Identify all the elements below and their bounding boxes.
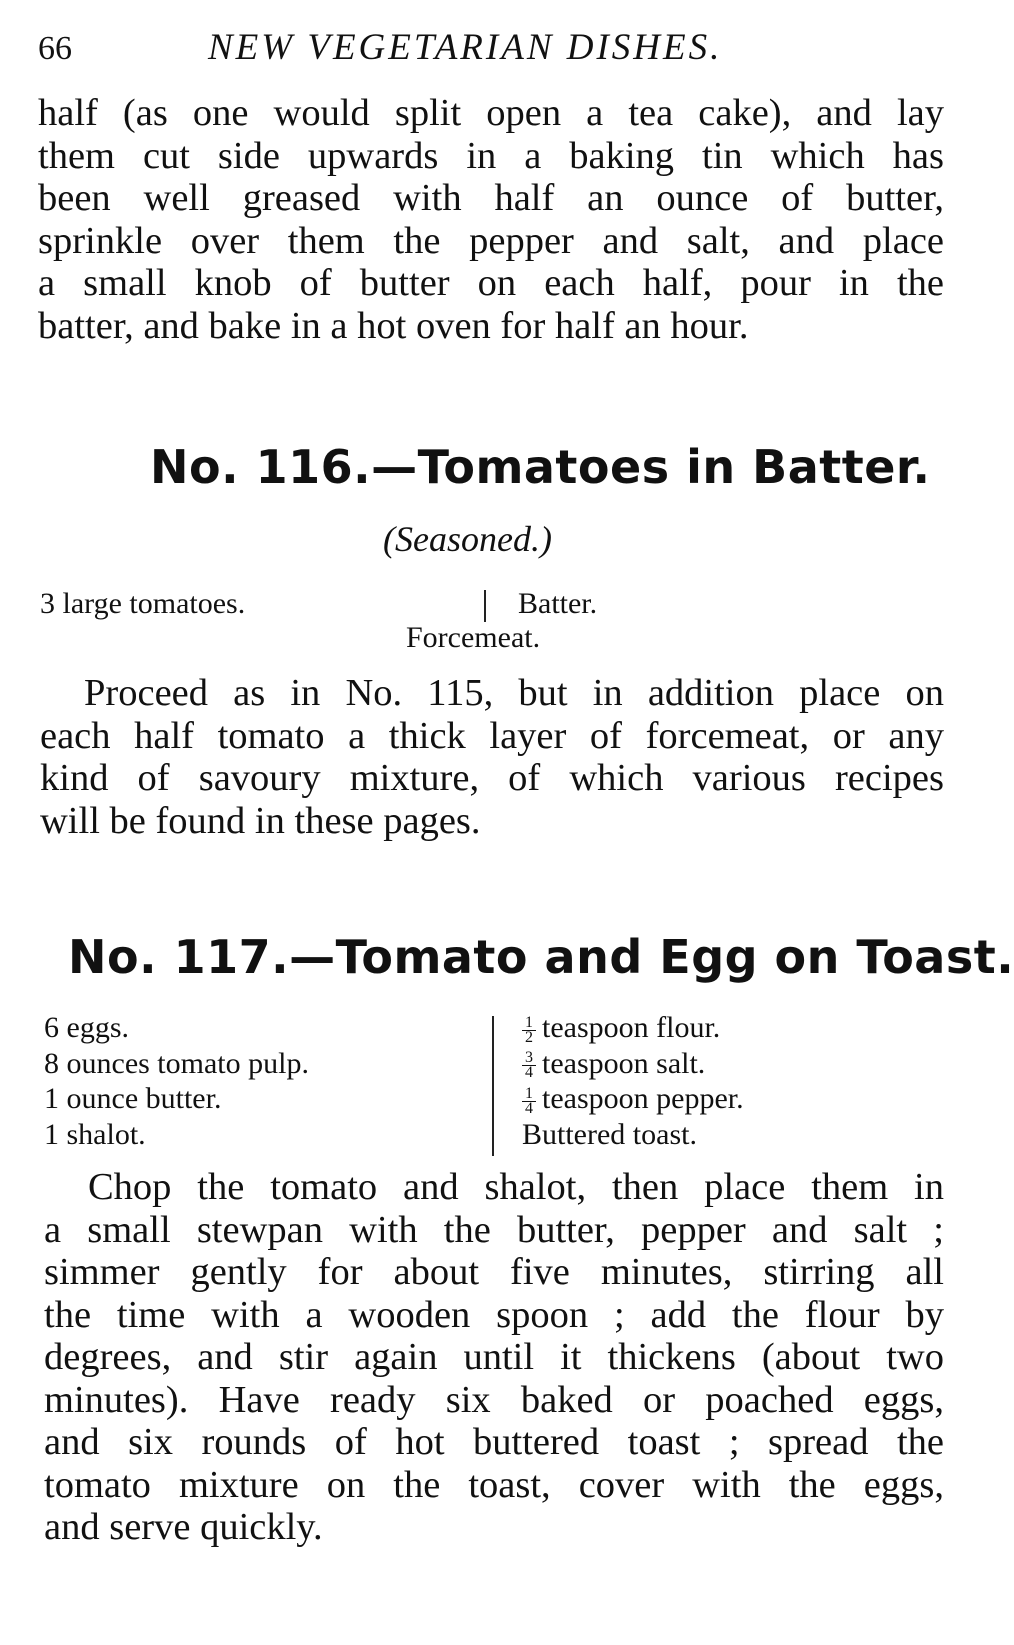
paragraph-line: Chop the tomato and shalot, then place them in	[88, 1166, 944, 1208]
recipe-117-title: No. 117.—Tomato and Egg on Toast.	[68, 930, 1014, 984]
ingredient-item: Buttered toast.	[522, 1117, 697, 1151]
ingredient-text: teaspoon flour.	[542, 1011, 721, 1044]
ingredient-item: 8 ounces tomato pulp.	[44, 1046, 309, 1080]
paragraph-line: a small stewpan with the butter, pepper and salt ;	[44, 1208, 944, 1251]
paragraph-line: kind of savoury mixture, of which various recipes	[40, 757, 944, 799]
ingredients-right-column	[518, 586, 597, 622]
ingredient-item: Forcemeat.	[406, 621, 541, 654]
continuation-paragraph	[38, 92, 944, 347]
paragraph-line: half (as one would split open a tea cake), and lay	[38, 92, 944, 134]
ingredients-left-column	[44, 1010, 309, 1152]
fraction: $\frac{1}{2}$	[522, 1016, 536, 1045]
paragraph-line: been well greased with half an ounce of butter,	[38, 177, 944, 219]
paragraph-line: and serve quickly.	[44, 1506, 323, 1548]
fraction: $\frac{3}{4}$	[522, 1051, 536, 1080]
recipe-116-method	[40, 672, 944, 842]
paragraph-line: minutes). Have ready six baked or poached eggs,	[44, 1378, 944, 1421]
running-head	[38, 22, 978, 72]
column-divider	[484, 590, 486, 622]
recipe-117-ingredients	[44, 1010, 944, 1160]
paragraph-line: simmer gently for about five minutes, stirring all	[44, 1251, 944, 1293]
paragraph-line: Proceed as in No. 115, but in addition place on	[84, 672, 944, 714]
recipe-116-ingredients	[40, 586, 940, 666]
ingredient-item	[522, 1010, 744, 1046]
paragraph-line: each half tomato a thick layer of forcemeat, or any	[40, 714, 944, 757]
paragraph-line: will be found in these pages.	[40, 799, 481, 842]
paragraph-line: a small knob of butter on each half, pour in the	[38, 262, 944, 304]
ingredient-text: teaspoon pepper.	[542, 1082, 744, 1115]
ingredient-item	[522, 1046, 744, 1082]
paragraph-line: them cut side upwards in a baking tin which has	[38, 134, 944, 177]
recipe-117-method	[44, 1166, 944, 1549]
ingredient-item: 1 shalot.	[44, 1117, 146, 1151]
fraction: $\frac{1}{4}$	[522, 1087, 536, 1116]
paragraph-line: and six rounds of hot buttered toast ; spread the	[44, 1421, 944, 1463]
paragraph-line: tomato mixture on the toast, cover with the eggs,	[44, 1463, 944, 1506]
ingredient-item: 6 eggs.	[44, 1011, 129, 1044]
recipe-116-title: No. 116.—Tomatoes in Batter.	[150, 440, 931, 494]
paragraph-line: degrees, and stir again until it thickens (about two	[44, 1336, 944, 1378]
column-divider	[492, 1016, 494, 1156]
page-number: 66	[38, 30, 72, 67]
paragraph-line: the time with a wooden spoon ; add the flour by	[44, 1293, 944, 1336]
paragraph-line: batter, and bake in a hot oven for half an hour.	[38, 304, 749, 347]
ingredients-right-column	[522, 1010, 744, 1152]
ingredient-item: 1 ounce butter.	[44, 1082, 222, 1115]
ingredient-item	[522, 1081, 744, 1117]
ingredients-center-column	[406, 620, 540, 656]
ingredients-left-column	[40, 586, 245, 622]
ingredient-item: Batter.	[518, 587, 598, 620]
ingredient-text: teaspoon salt.	[542, 1046, 706, 1080]
ingredient-item: 3 large tomatoes.	[40, 587, 246, 620]
paragraph-line: sprinkle over them the pepper and salt, and place	[38, 219, 944, 262]
running-title: NEW VEGETARIAN DISHES.	[208, 27, 723, 68]
recipe-116-subtitle: (Seasoned.)	[383, 519, 552, 559]
